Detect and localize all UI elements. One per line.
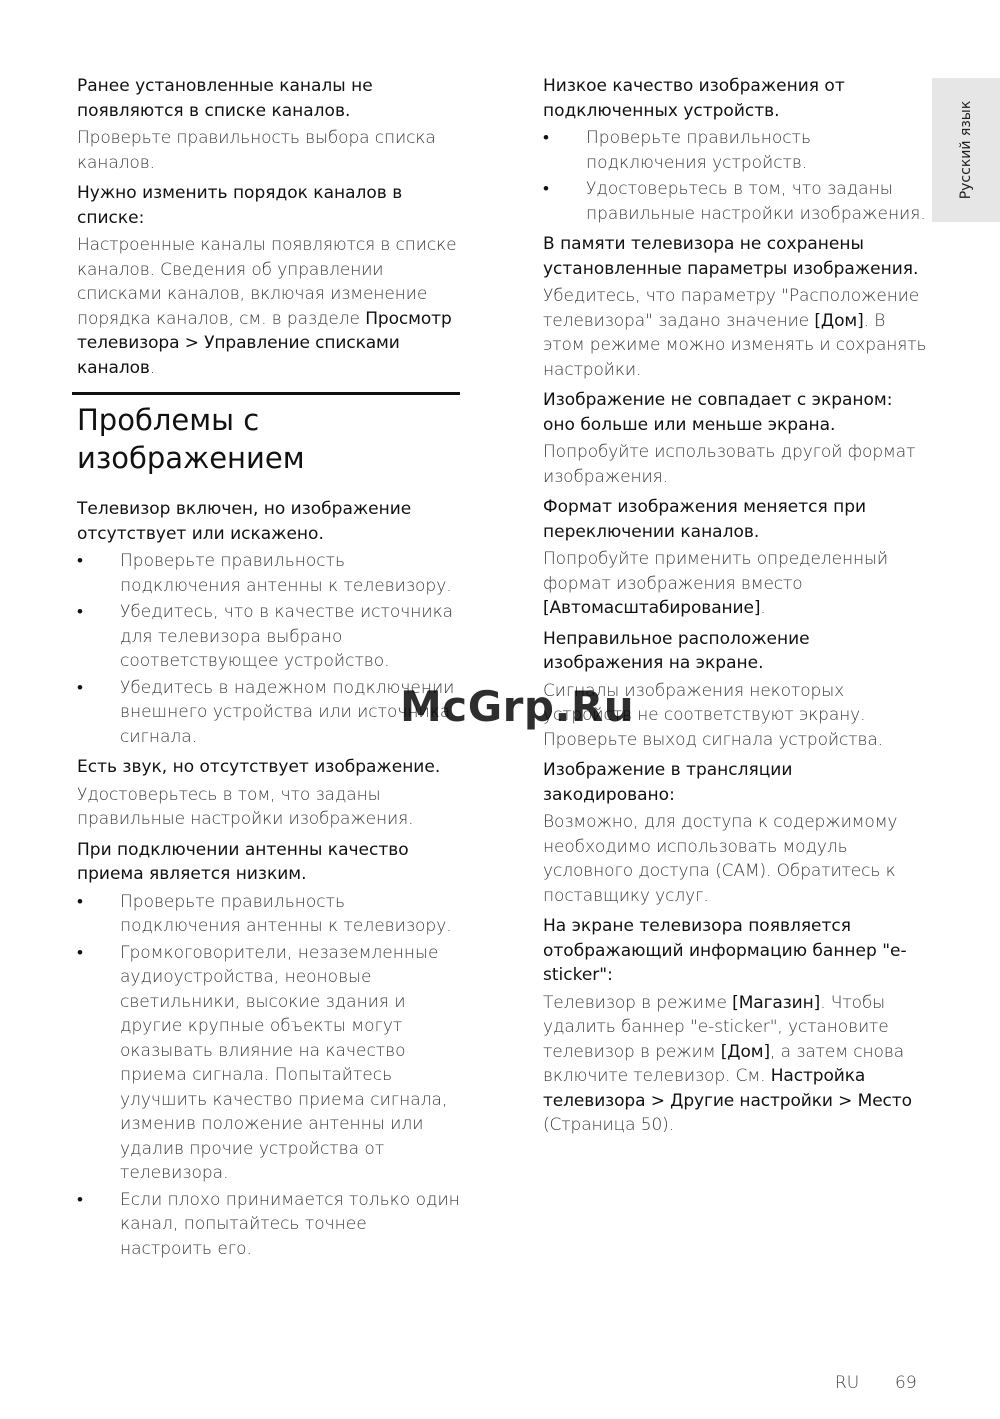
list-item: • Убедитесь, что в качестве источника для телевизора выбрано соответствующее устройство. bbox=[77, 602, 454, 671]
list-item: • Проверьте правильность подключения антенны к телевизору. bbox=[77, 891, 452, 936]
answer-text: Сигналы изображения некоторых устройств не соответствуют экрану. Проверьте выход сигнала устройства. bbox=[543, 680, 883, 750]
footer-language: RU bbox=[835, 1373, 860, 1393]
answer-text: Удостоверьтесь в том, что заданы правильные настройки изображения. bbox=[77, 784, 414, 829]
list-item: • Если плохо принимается только один канал, попытайтесь точнее настроить его. bbox=[77, 1189, 460, 1259]
section-title: Проблемы с изображением bbox=[77, 403, 305, 475]
list-item: • Проверьте правильность подключения антенны к телевизору. bbox=[77, 551, 452, 596]
answer-text: Попробуйте применить определенный формат изображения вместо [Автомасштабирование]. bbox=[543, 549, 888, 618]
question-heading: Есть звук, но отсутствует изображение. bbox=[77, 757, 441, 777]
answer-text: Телевизор в режиме [Магазин]. Чтобы удалить баннер "e-sticker", установите телевизор в режим [Дом], а затем снова включите телевизор. См. Настройка телевизора > Другие настройки > Место (Страница 50). bbox=[543, 992, 912, 1135]
setting-value: [Дом] bbox=[720, 1041, 771, 1062]
question-heading: На экране телевизора появляется отображающий информацию баннер "e-sticker": bbox=[543, 916, 907, 985]
setting-value: [Автомасштабирование] bbox=[543, 598, 761, 618]
section-divider bbox=[72, 392, 460, 395]
watermark: McGrp.Ru bbox=[400, 682, 635, 731]
question-heading: Низкое качество изображения от подключенных устройств. bbox=[543, 76, 845, 121]
page-number: 69 bbox=[895, 1373, 917, 1393]
answer-text: Возможно, для доступа к содержимому необходимо использовать модуль условного доступа (CAM). Обратитесь к поставщику услуг. bbox=[543, 812, 898, 906]
question-heading: Нужно изменить порядок каналов в списке: bbox=[77, 183, 403, 228]
setting-value: [Магазин] bbox=[732, 992, 821, 1013]
answer-text: Проверьте правильность выбора списка каналов. bbox=[77, 128, 436, 173]
answer-text: Попробуйте использовать другой формат изображения. bbox=[543, 442, 916, 487]
question-heading: В памяти телевизора не сохранены установленные параметры изображения. bbox=[543, 234, 919, 279]
question-heading: Неправильное расположение изображения на экране. bbox=[543, 628, 810, 673]
answer-text: Убедитесь, что параметру "Расположение телевизора" задано значение [Дом]. В этом режиме можно изменять и сохранять настройки. bbox=[543, 286, 927, 380]
reference-link: Просмотр телевизора > Управление списками каналов bbox=[77, 308, 452, 378]
question-heading: Изображение в трансляции закодировано: bbox=[543, 760, 793, 805]
list-item: • Проверьте правильность подключения устройств. bbox=[543, 128, 811, 173]
question-heading: При подключении антенны качество приема является низким. bbox=[77, 839, 409, 884]
question-heading: Ранее установленные каналы не появляются в списке каналов. bbox=[77, 76, 373, 121]
question-heading: Телевизор включен, но изображение отсутствует или искажено. bbox=[77, 499, 412, 544]
list-item: • Убедитесь в надежном подключении внешнего устройства или источника сигнала. bbox=[77, 677, 455, 747]
right-column bbox=[543, 74, 928, 1144]
side-tab-label: Русский язык bbox=[958, 100, 974, 200]
answer-text: Настроенные каналы появляются в списке каналов. Сведения об управлении списками каналов, включая изменение порядка каналов, см. в разделе Просмотр телевизора > Управление списками каналов. bbox=[77, 235, 457, 378]
question-heading: Формат изображения меняется при переключении каналов. bbox=[543, 497, 867, 542]
bullet-list bbox=[77, 890, 462, 1262]
list-item: • Удостоверьтесь в том, что заданы правильные настройки изображения. bbox=[543, 179, 926, 224]
question-heading: Изображение не совпадает с экраном: оно больше или меньше экрана. bbox=[543, 390, 893, 435]
list-item: • Громкоговорители, незаземленные аудиоустройства, неоновые светильники, высокие здания и другие крупные объекты могут оказывать влияние на качество приема сигнала. Попытайтесь улучшить качество приема сигнала, изменив положение антенны или удалив прочие устройства от телевизора. bbox=[77, 942, 448, 1183]
language-side-tab bbox=[932, 78, 1000, 222]
bullet-list bbox=[543, 126, 928, 226]
reference-link: Настройка телевизора > Другие настройки > Место bbox=[543, 1066, 912, 1111]
setting-value: [Дом] bbox=[814, 310, 864, 331]
left-column bbox=[77, 74, 462, 1267]
